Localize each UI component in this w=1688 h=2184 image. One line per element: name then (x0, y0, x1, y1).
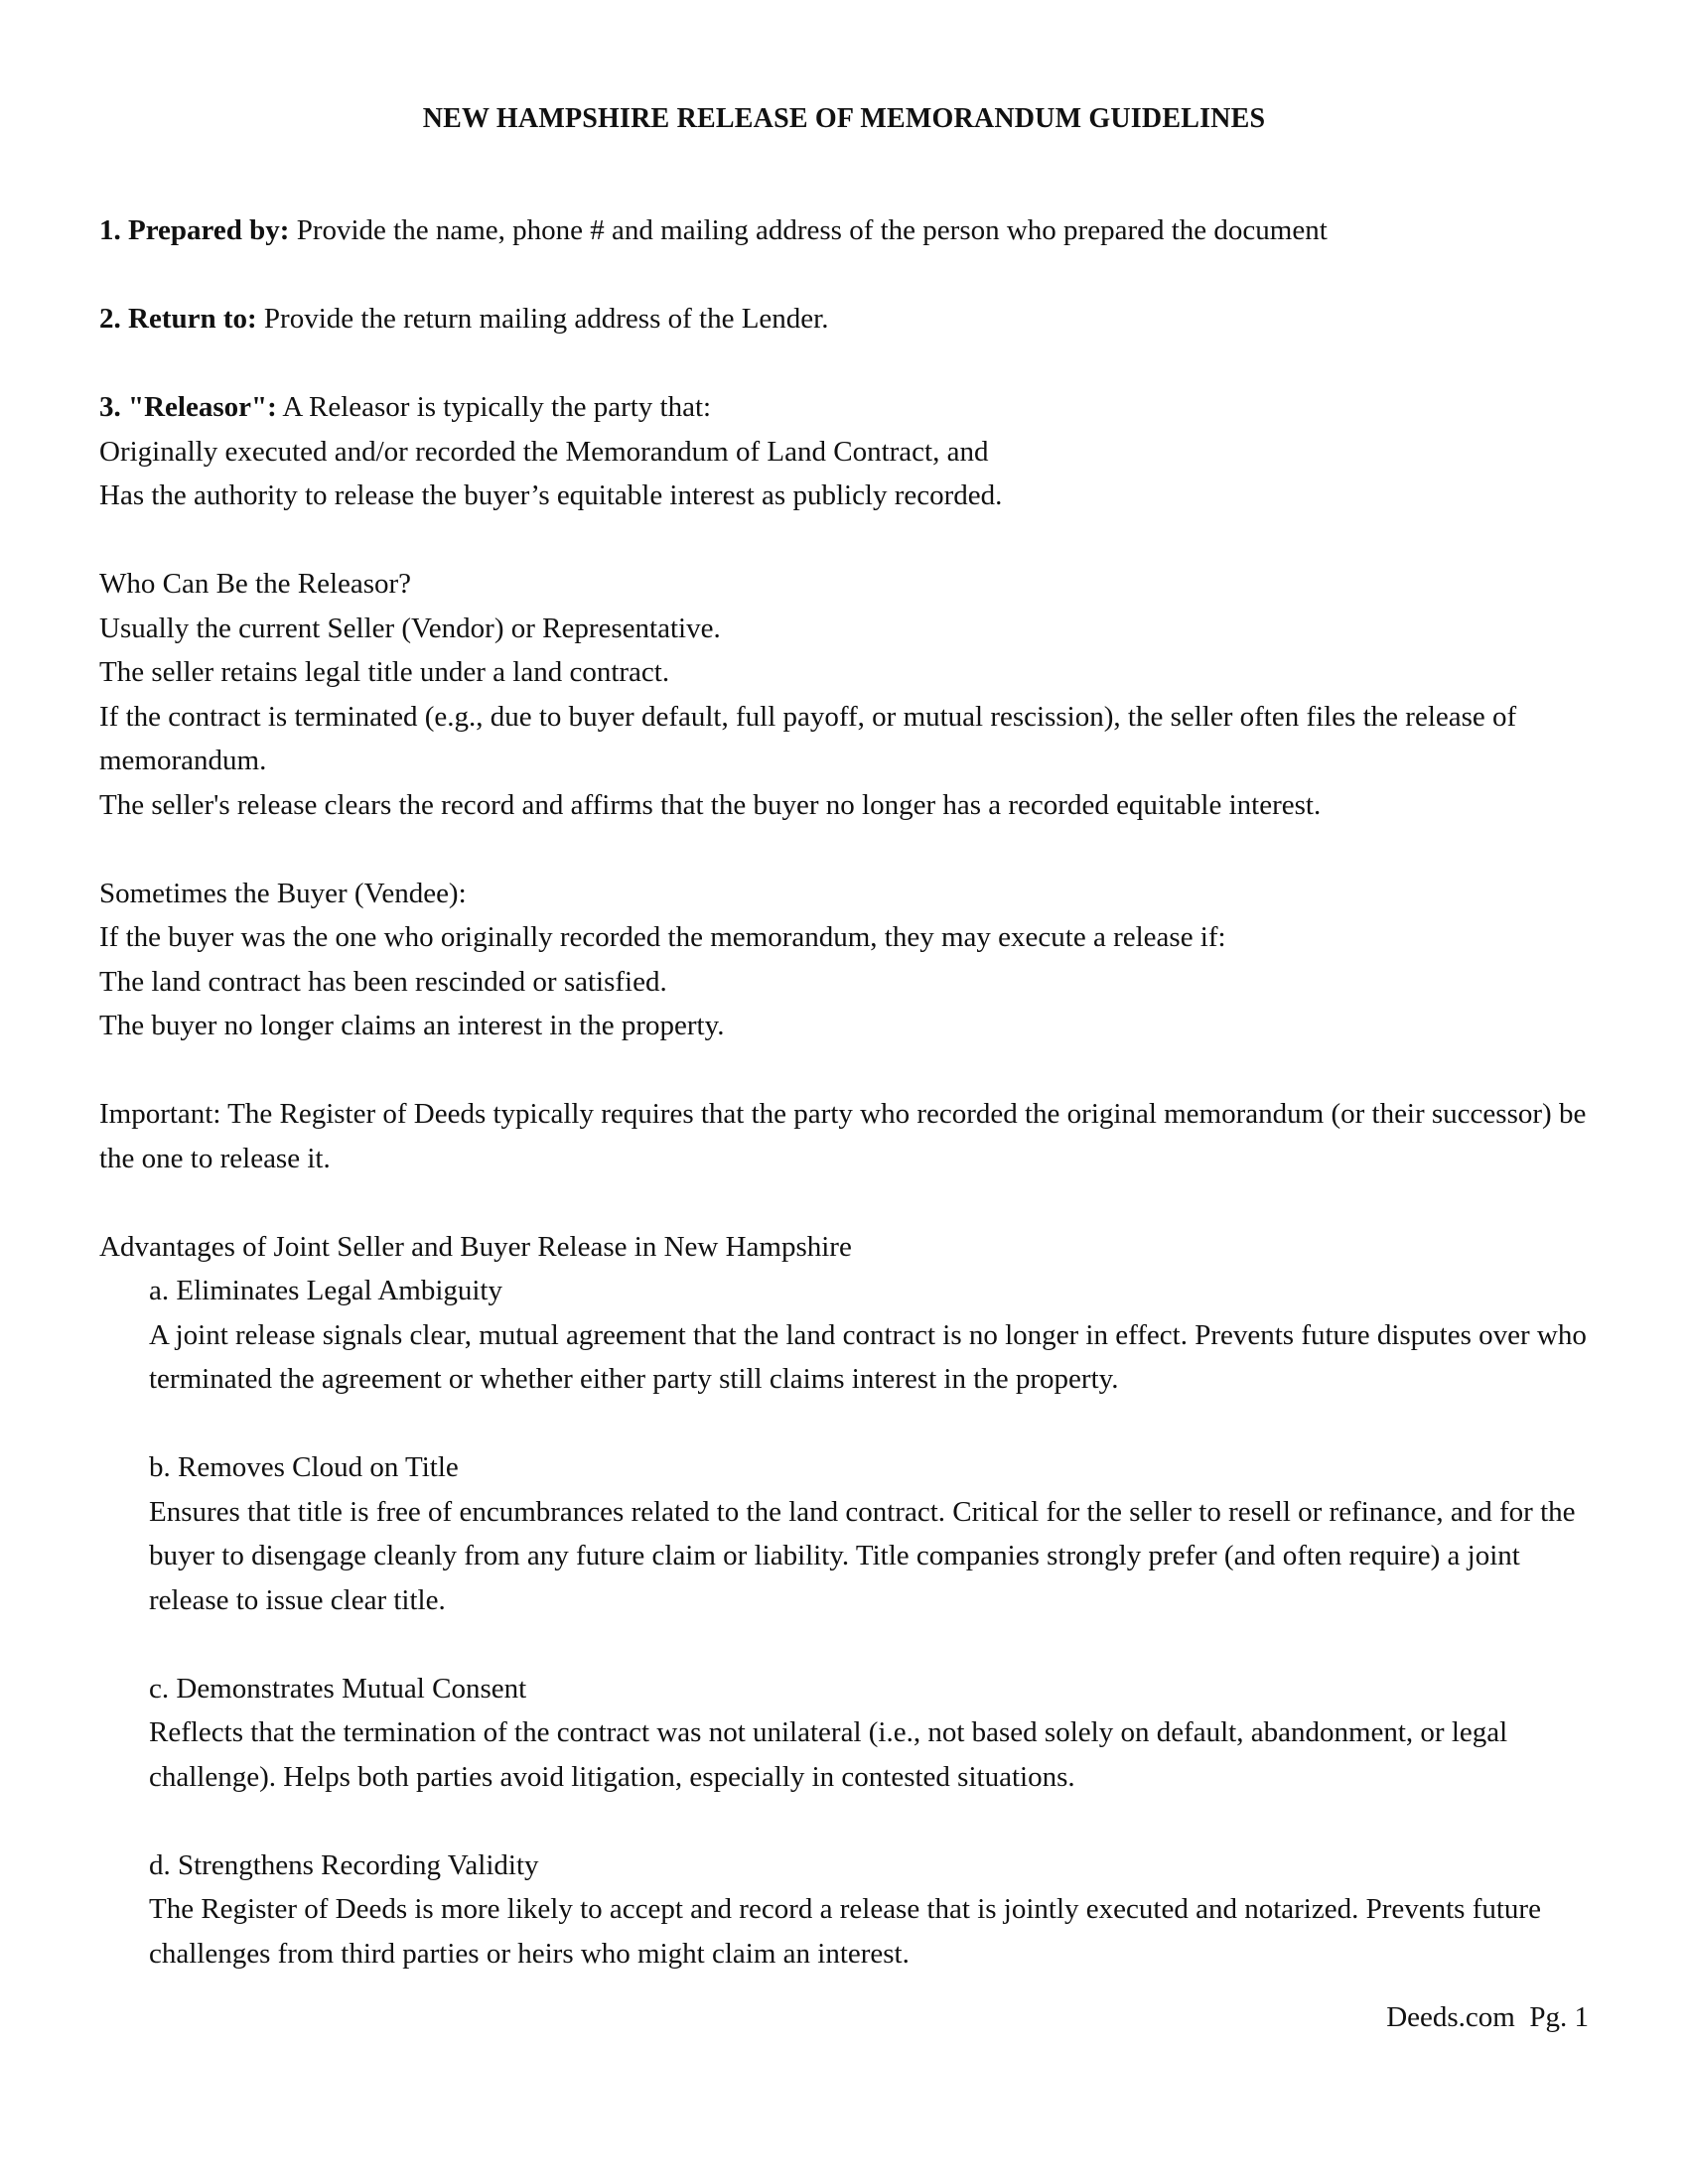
who-can-line: If the contract is terminated (e.g., due to buyer default, full payoff, or mutual rescission), the seller often files the release of memorandum. (99, 700, 1517, 776)
prepared-by-item (99, 208, 1589, 253)
advantage-title: c. Demonstrates Mutual Consent (149, 1672, 527, 1705)
important-note: Important: The Register of Deeds typically requires that the party who recorded the original memorandum (or their successor) be the one to release it. (99, 1098, 1587, 1174)
prepared-by-label: 1. Prepared by: (99, 214, 290, 246)
guidelines-body (99, 208, 1589, 1976)
advantage-title: a. Eliminates Legal Ambiguity (149, 1275, 502, 1306)
buyer-line: If the buyer was the one who originally recorded the memorandum, they may execute a release if: (99, 921, 1226, 953)
prepared-by-text: Provide the name, phone # and mailing address of the person who prepared the document (289, 214, 1328, 246)
releasor-text: A Releasor is typically the party that: (276, 391, 712, 423)
return-to-label: 2. Return to: (99, 303, 257, 335)
who-can-line: The seller's release clears the record and affirms that the buyer no longer has a recorded equitable interest. (99, 788, 1322, 821)
advantage-body: Reflects that the termination of the contract was not unilateral (i.e., not based solely on default, abandonment, or legal challenge). Helps both parties avoid litigation, especially in contested situations. (149, 1716, 1508, 1793)
advantage-body: Ensures that title is free of encumbrances related to the land contract. Critical for the seller to resell or refinance, and for the buyer to disengage cleanly from any future claim or liability. Title companies strongly prefer (and often require) a joint release to issue clear title. (149, 1495, 1576, 1616)
return-to-item (99, 297, 1589, 341)
releasor-item (99, 385, 1589, 430)
releasor-line: Has the authority to release the buyer’s equitable interest as publicly recorded. (99, 479, 1003, 511)
advantages-list (99, 1269, 1589, 1976)
page-number: Pg. 1 (1529, 2001, 1589, 2033)
return-to-text: Provide the return mailing address of the Lender. (256, 303, 829, 335)
buyer-line: The land contract has been rescinded or satisfied. (99, 965, 667, 998)
footer-site: Deeds.com (1386, 2001, 1515, 2033)
releasor-line: Originally executed and/or recorded the Memorandum of Land Contract, and (99, 435, 989, 468)
page-footer (1386, 2001, 1589, 2034)
advantage-title: d. Strengthens Recording Validity (149, 1848, 539, 1881)
releasor-label: 3. "Releasor": (99, 391, 277, 423)
advantage-body: A joint release signals clear, mutual agreement that the land contract is no longer in effect. Prevents future disputes over who terminated the agreement or whether either party still claims interest in the property. (149, 1318, 1587, 1395)
advantage-title: b. Removes Cloud on Title (149, 1451, 459, 1483)
who-can-line: The seller retains legal title under a land contract. (99, 656, 670, 688)
buyer-line: The buyer no longer claims an interest in the property. (99, 1010, 725, 1041)
buyer-heading: Sometimes the Buyer (Vendee): (99, 877, 467, 909)
who-can-heading: Who Can Be the Releasor? (99, 568, 412, 600)
page-title: NEW HAMPSHIRE RELEASE OF MEMORANDUM GUIDELINES (422, 103, 1266, 134)
advantage-body: The Register of Deeds is more likely to accept and record a release that is jointly executed and notarized. Prevents future challenges from third parties or heirs who might claim an interest. (149, 1893, 1541, 1970)
who-can-line: Usually the current Seller (Vendor) or Representative. (99, 612, 721, 644)
advantages-heading: Advantages of Joint Seller and Buyer Release in New Hampshire (99, 1230, 852, 1263)
